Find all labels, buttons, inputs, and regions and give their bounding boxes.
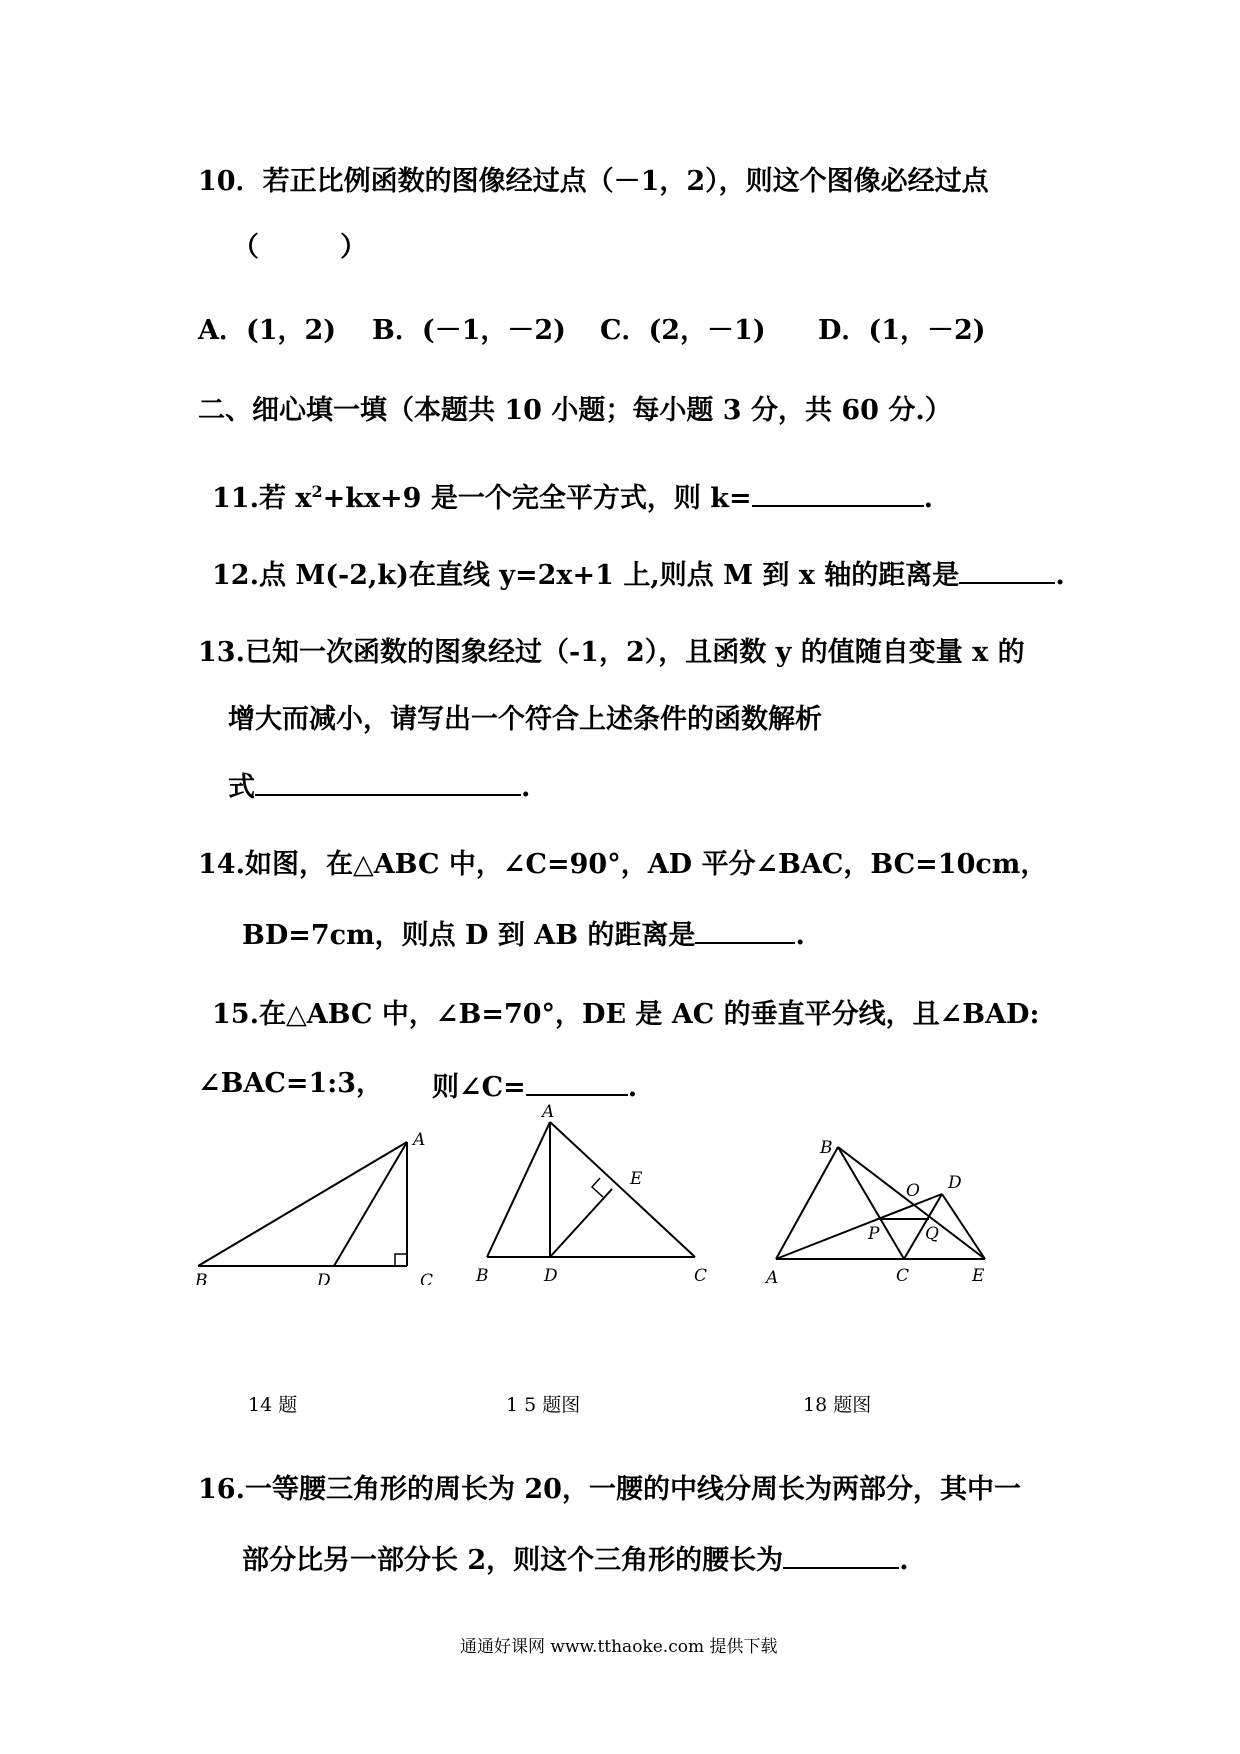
q10-answer-paren: （ ） bbox=[232, 232, 367, 263]
q13-answer-blank[interactable] bbox=[255, 768, 521, 796]
q14-line1: 14.如图，在△ABC 中，∠C=90°，AD 平分∠BAC，BC=10cm， bbox=[198, 849, 1048, 880]
q11-end: . bbox=[923, 483, 933, 514]
q12 bbox=[212, 556, 1065, 592]
section-heading: 二、细心填一填（本题共 10 小题；每小题 3 分，共 60 分.） bbox=[198, 395, 952, 426]
fig15-label-e: E bbox=[630, 1169, 643, 1189]
q10-option-c: C．(2，－1) bbox=[600, 315, 766, 346]
q16-end: . bbox=[899, 1545, 909, 1576]
figure-14-caption: 14 题 bbox=[248, 1394, 298, 1416]
fig15-side-ab bbox=[487, 1122, 550, 1257]
fig14-right-angle-mark bbox=[395, 1254, 407, 1266]
q16-line2 bbox=[242, 1541, 909, 1577]
q13-line3 bbox=[228, 768, 530, 804]
fig14-label-a: A bbox=[413, 1130, 426, 1150]
fig18-label-e: E bbox=[972, 1266, 985, 1286]
q11 bbox=[212, 476, 933, 515]
q14-line2-text: BD=7cm，则点 D 到 AB 的距离是 bbox=[242, 920, 696, 951]
q13-line3-text: 式 bbox=[228, 772, 255, 803]
q14-line2 bbox=[242, 916, 805, 952]
fig15-right-angle-mark bbox=[592, 1178, 603, 1197]
figure-18-diagram bbox=[760, 1130, 1000, 1295]
q13-line2: 增大而减小，请写出一个符合上述条件的函数解析 bbox=[228, 704, 822, 735]
fig18-segment-ad bbox=[776, 1194, 942, 1259]
q13-end: . bbox=[521, 772, 531, 803]
figure-15-diagram bbox=[470, 1095, 720, 1290]
q12-text: 12.点 M(-2,k)在直线 y=2x+1 上,则点 M 到 x 轴的距离是 bbox=[212, 560, 960, 591]
fig15-label-c: C bbox=[694, 1266, 708, 1286]
fig18-label-o: O bbox=[906, 1181, 920, 1201]
q11-exponent: 2 bbox=[311, 482, 323, 501]
fig14-label-c: C bbox=[420, 1271, 434, 1285]
fig15-segment-de bbox=[550, 1189, 612, 1257]
fig18-label-q: Q bbox=[925, 1224, 939, 1244]
q14-answer-blank[interactable] bbox=[695, 916, 795, 944]
q15-answer-blank[interactable] bbox=[526, 1068, 628, 1096]
figure-15-caption: 1 5 题图 bbox=[506, 1394, 581, 1416]
fig18-label-a: A bbox=[766, 1268, 779, 1288]
fig15-label-b: B bbox=[476, 1266, 489, 1286]
figure-14-diagram bbox=[190, 1125, 450, 1285]
fig18-label-c: C bbox=[896, 1266, 910, 1286]
fig18-segment-ab bbox=[776, 1147, 838, 1259]
fig18-segment-be bbox=[838, 1147, 985, 1259]
q16-line1: 16.一等腰三角形的周长为 20，一腰的中线分周长为两部分，其中一 bbox=[198, 1474, 1021, 1505]
q11-answer-blank[interactable] bbox=[752, 479, 924, 507]
figure-18-caption: 18 题图 bbox=[803, 1394, 872, 1416]
q15-line2b-text: 则∠C= bbox=[432, 1072, 526, 1103]
q10-option-a: A．(1，2) bbox=[198, 315, 337, 346]
fig15-label-d: D bbox=[544, 1266, 558, 1286]
fig18-label-b: B bbox=[820, 1138, 833, 1158]
q14-end: . bbox=[795, 920, 805, 951]
fig14-label-b: B bbox=[195, 1271, 208, 1285]
q10-line1: 10．若正比例函数的图像经过点（－1，2），则这个图像必经过点 bbox=[198, 166, 989, 197]
q10-option-b: B．(－1，－2) bbox=[372, 315, 566, 346]
fig18-label-p: P bbox=[868, 1224, 880, 1244]
fig14-bisector-ad bbox=[334, 1142, 407, 1266]
q16-line2-text: 部分比另一部分长 2，则这个三角形的腰长为 bbox=[242, 1545, 784, 1576]
fig14-label-d: D bbox=[317, 1271, 331, 1285]
q15-end: . bbox=[627, 1072, 638, 1103]
q11-prefix: 11.若 x bbox=[212, 483, 312, 514]
page-footer: 通通好课网 www.tthaoke.com 提供下载 bbox=[460, 1637, 778, 1657]
q16-answer-blank[interactable] bbox=[783, 1541, 899, 1569]
q15-line2a: ∠BAC=1:3， bbox=[198, 1068, 384, 1099]
q15-line1: 15.在△ABC 中，∠B=70°，DE 是 AC 的垂直平分线，且∠BAD: bbox=[212, 999, 1040, 1030]
fig18-label-d: D bbox=[948, 1173, 962, 1193]
q10-option-d: D．(1，－2) bbox=[818, 315, 986, 346]
q13-line1: 13.已知一次函数的图象经过（-1，2），且函数 y 的值随自变量 x 的 bbox=[198, 637, 1025, 668]
q11-rest: +kx+9 是一个完全平方式，则 k= bbox=[322, 483, 752, 514]
fig14-side-ba bbox=[198, 1142, 407, 1266]
fig15-label-a: A bbox=[542, 1102, 555, 1122]
fig15-side-ac bbox=[550, 1122, 695, 1257]
q12-end: . bbox=[1055, 560, 1065, 591]
fig18-segment-de bbox=[942, 1194, 985, 1259]
q12-answer-blank[interactable] bbox=[959, 556, 1055, 584]
